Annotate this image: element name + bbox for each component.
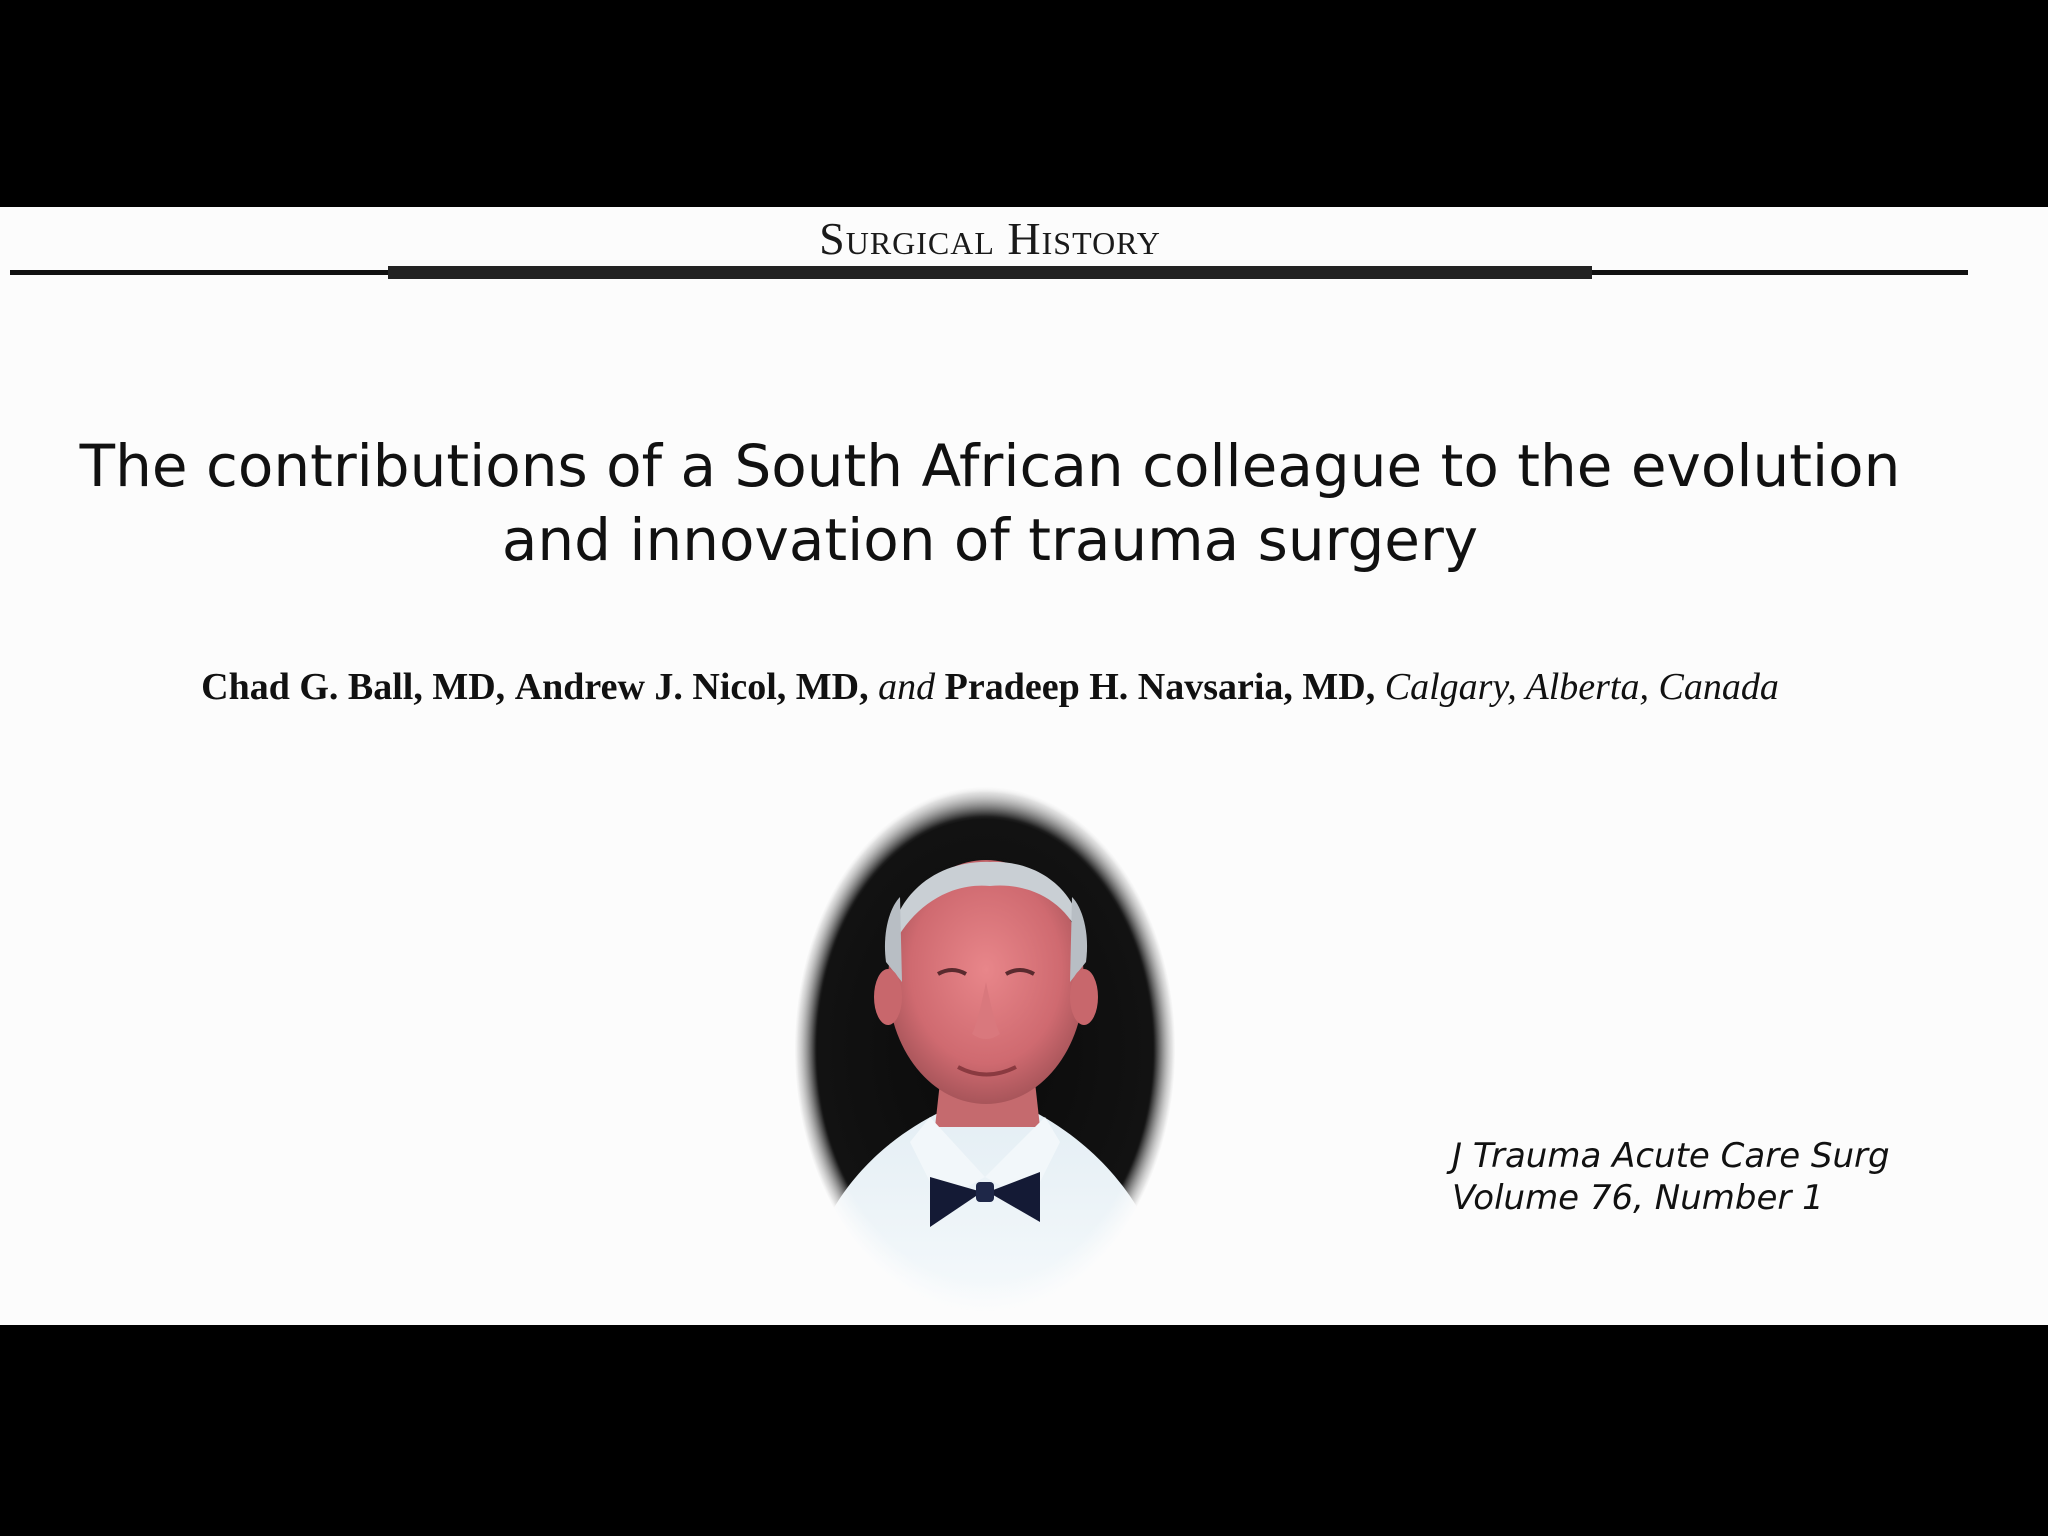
author-line	[0, 665, 1980, 709]
article-page	[0, 207, 2048, 1325]
article-title	[0, 429, 1980, 577]
author-1: Chad G. Ball, MD,	[201, 666, 506, 708]
author-2: Andrew J. Nicol, MD,	[514, 666, 869, 708]
header-rule-thick	[388, 266, 1592, 279]
author-3: Pradeep H. Navsaria, MD,	[944, 666, 1376, 708]
title-line-2: and innovation of trauma surgery	[501, 506, 1479, 574]
journal-citation	[1452, 1135, 1890, 1219]
section-header: Surgical History	[819, 213, 1161, 264]
citation-journal: J Trauma Acute Care Surg	[1452, 1136, 1890, 1176]
title-line-1: The contributions of a South African colleague to the evolution	[79, 432, 1901, 500]
portrait-photo	[790, 782, 1180, 1317]
citation-volume: Volume 76, Number 1	[1452, 1178, 1824, 1218]
author-conjunction: and	[878, 666, 936, 708]
author-location: Calgary, Alberta, Canada	[1384, 666, 1779, 708]
